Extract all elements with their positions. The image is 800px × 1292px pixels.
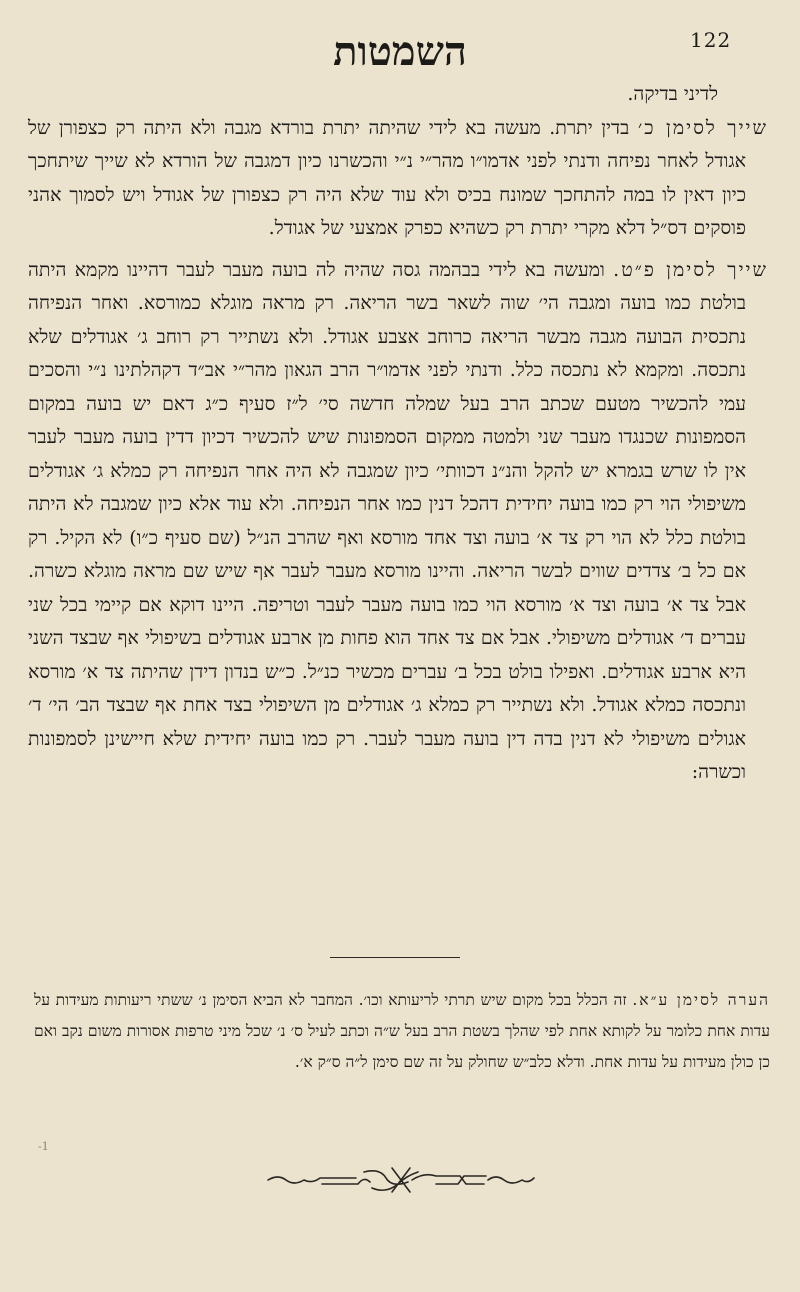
page-header <box>0 14 800 74</box>
paragraph-siman-kaf <box>28 112 768 246</box>
paragraph-siman-peh-tet <box>28 254 768 790</box>
footnote-section <box>34 985 770 1078</box>
main-text <box>28 78 768 790</box>
paragraph-body: בדין יתרת. מעשה בא לידי שהיתה יתרת בורדא מגבה ולא היתה רק כצפורן של אגודל לאחר נפיחה ודנתי לפני אדמו״ו מהר״י נ״י והכשרנו כיון דמגבה של הורדא לא שייך שיתחכך כיון דאין לו במה להתחכך שמונח בכיס ולא עוד שלא היה רק כצפורן של אגודל ויש לסמוך אהני פוסקים דס״ל דלא מקרי יתרת רק כשהיא כפרק אמצעי של אגודל. <box>28 116 746 239</box>
running-head: השמטות <box>333 28 467 75</box>
paragraph-body: ומעשה בא לידי בבהמה גסה שהיה לה בועה מעבר לעבר דהיינו מקמא היתה בולטת כמו בועה ומגבה הי׳ שוה לשאר בשר הריאה. רק מראה מוגלא כמורסא. ואחר הנפיחה נתכסית הבועה מגבה מבשר הריאה כרוחב אצבע אגודל. ולא נשתייר רק רוחב ג׳ אגודלים שלא נתכסה. ומקמא לא נתכסה כלל. ודנתי לפני אדמו״ר הרב הגאון מהר״י אב״ד דקהלתינו נ״י והסכים עמי להכשיר מטעם שכתב הרב בעל שמלה חדשה סי׳ ל״ז סעיף כ״ג דאם יש בועה במקום הסמפונות שכנגדו מעבר שני ולמטה ממקום הסמפונות שיש להכשיר דכיון דדין בועה מעבר לעבר אין לו שרש בגמרא יש להקל והנ״נ דכוותי׳ כיון שמגבה לא היה אחר הנפיחה רק כמלא ג׳ אגודלים משיפולי הוי רק כמו בועה יחידית דהכל דנין כמו אחר הנפיחה. ולא עוד אלא כיון שמגבה לא היתה בולטת כלל לא הוי רק צד א׳ בועה וצד אחד מורסא ואף שהרב הנ״ל (שם סעיף כ״ו) לא הקיל. רק אם כל ב׳ צדדים שווים לבשר הריאה. והיינו מורסא מעבר לעבר אף שיש שם מראה מוגלא כשרה. אבל צד א׳ בועה וצד א׳ מורסא הוי כמו בועה מעבר לעבר וטריפה. היינו דוקא אם קיימי בכל שני עברים ד׳ אגודלים משיפולי. אבל אם צד אחד הוא פחות מן ארבע אגודלים בשיפולי אף שבצד השני היא ארבע אגודלים. ואפילו בולט בכל ב׳ עברים מכשיר כנ״ל. כ״ש בנדון דידן שהיתה צד א׳ מורסא ונתכסה כמלא אגודל. ולא נשתייר רק כמלא ג׳ אגודלים מן השיפולי בצד אחת אף שבצד הב׳ הי׳ ד׳ אגולים משיפולי לא דנין בדה דין בועה מעבר לעבר. רק כמו בועה יחידית שלא חיישינן לסמפונות וכשרה: <box>28 258 746 783</box>
margin-mark: -1 <box>38 1140 49 1153</box>
paragraph-lead: שייך לסימן פ״ט. <box>613 258 768 281</box>
page-number: 122 <box>690 28 732 52</box>
footnote-lead: הערה לסימן ע״א. <box>632 991 771 1009</box>
footnote-body: זה הכלל בכל מקום שיש תרתי לריעותא וכו׳. המחבר לא הביא הסימן נ׳ ששתי ריעותות מעידות על עדות אחת כלומר על לקותא אחת לפי שהלך בשטת הרב בעל ש״ה וכתב לעיל ס׳ נ׳ שכל מיני טרפות אסורות משום נקב ואם כן כולן מעידות על עדות אחת. ודלא כלב״ש שחולק על זה שם סימן ל״ה ס״ק א׳. <box>34 991 770 1071</box>
footnote <box>34 985 770 1078</box>
section-divider <box>330 957 460 958</box>
decorative-ornament <box>260 1158 540 1198</box>
continuation-line: לדיני בדיקה. <box>627 83 718 105</box>
paragraph-lead: שייך לסימן כ׳ <box>637 116 768 139</box>
